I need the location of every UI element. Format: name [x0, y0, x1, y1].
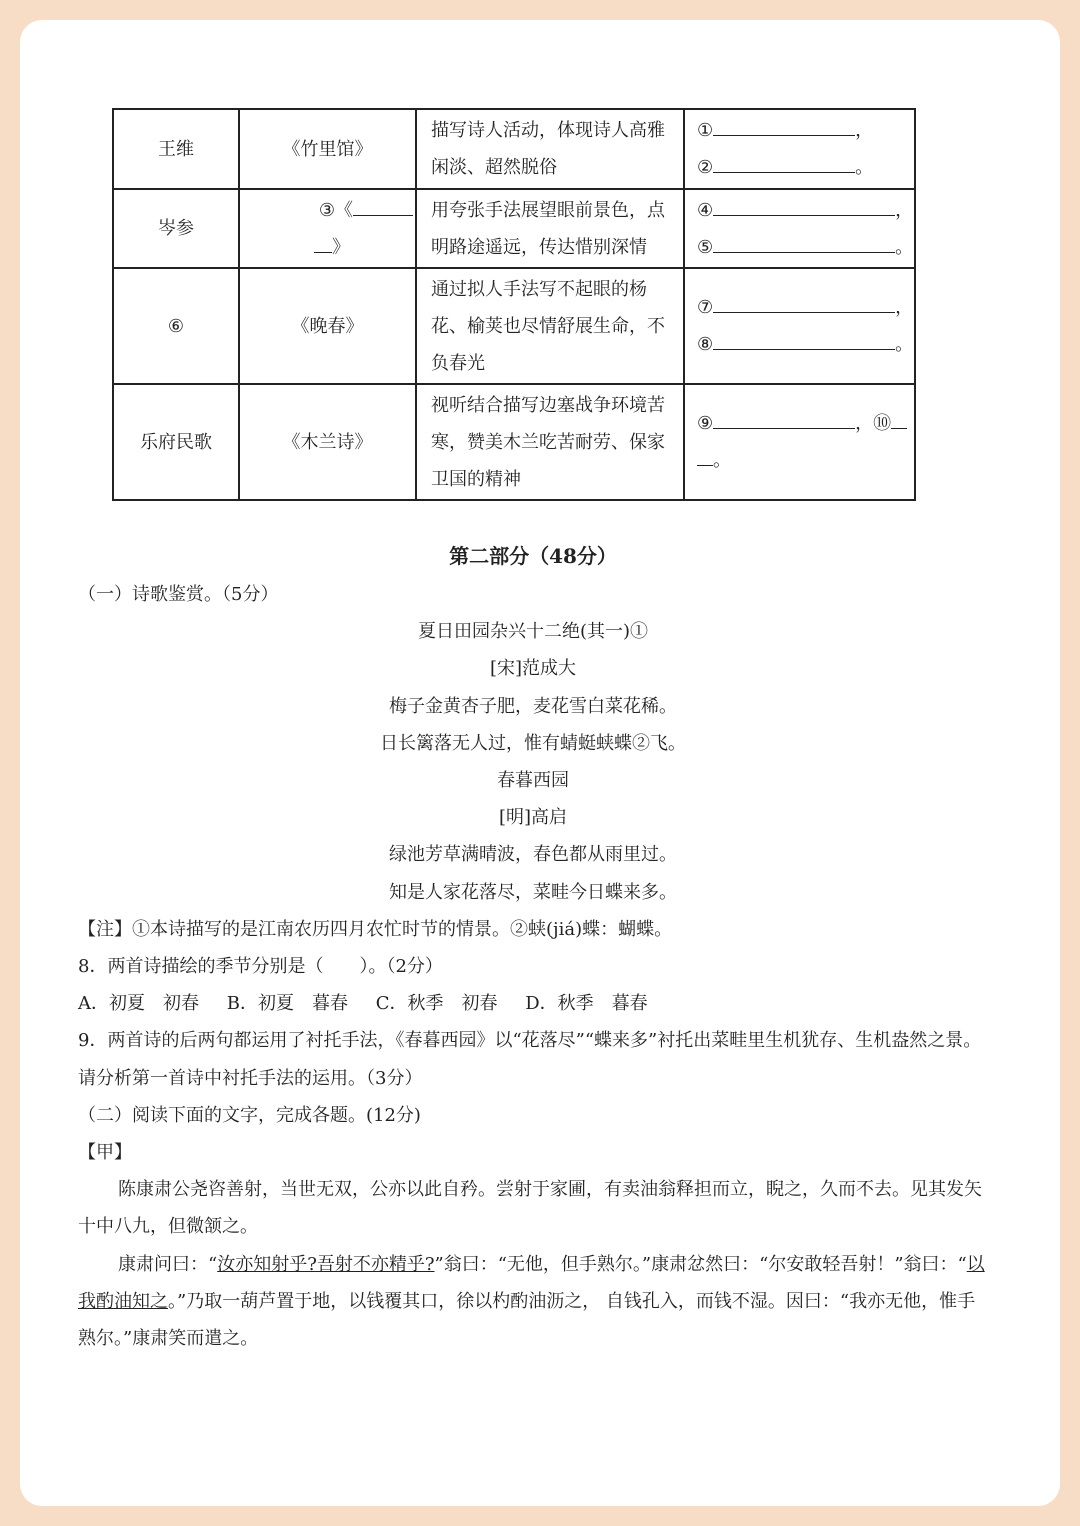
answer-blank[interactable]: [713, 329, 895, 350]
answer-blank[interactable]: [353, 195, 413, 216]
answer-blank[interactable]: [713, 115, 855, 136]
poem-line: 绿池芳草满晴波，春色都从雨里过。: [389, 844, 677, 866]
title-cell: 《晚春》: [239, 268, 416, 384]
passage-paragraph: 康肃问曰：“汝亦知射乎?吾射不亦精乎?”翁曰：“无他，但手熟尔。”康肃忿然曰：“尔安敢轻吾射！”翁曰：“以我酌油知之。”乃取一葫芦置于地，以钱覆其口，徐以杓酌油沥之， 自钱孔入，而钱不湿。因曰：“我亦无他，惟手熟尔。”康肃笑而遣之。: [78, 1253, 985, 1350]
question-9: 9．两首诗的后两句都运用了衬托手法，《春暮西园》以“花落尽”“蝶来多”衬托出菜畦里生机犹存、生机盎然之景。请分析第一首诗中衬托手法的运用。（3分）: [78, 1030, 982, 1089]
note: 【注】①本诗描写的是江南农历四月农忙时节的情景。②蛱(jiá)蝶：蝴蝶。: [78, 918, 673, 940]
option-b[interactable]: B．初夏 暮春: [226, 993, 348, 1015]
poem-line: 梅子金黄杏子肥，麦花雪白菜花稀。: [389, 695, 677, 717]
table-row: [113, 268, 915, 384]
poem-author: [宋]范成大: [489, 658, 577, 680]
passage-label: 【甲】: [78, 1142, 132, 1164]
part-two: [78, 536, 988, 1357]
underlined-sentence: 以我酌油知之: [78, 1253, 985, 1312]
question-8: 8．两首诗描绘的季节分别是（ ）。（2分）: [78, 956, 443, 978]
section-heading: （二）阅读下面的文字，完成各题。(12分): [78, 1104, 421, 1126]
answer-blank[interactable]: [713, 195, 895, 216]
answer-blank[interactable]: [713, 292, 895, 313]
desc-cell: 描写诗人活动，体现诗人高雅闲淡、超然脱俗: [416, 109, 684, 189]
answer-cell: ⑦ ， ⑧ 。: [684, 268, 915, 384]
poem-title: 夏日田园杂兴十二绝(其一)①: [417, 621, 649, 643]
title-cell: 《木兰诗》: [239, 384, 416, 500]
answer-cell: ④ ， ⑤ 。: [684, 189, 915, 268]
answer-cell: ⑨ ，⑩ 。: [684, 384, 915, 500]
desc-cell: 通过拟人手法写不起眼的杨花、榆荚也尽情舒展生命，不负春光: [416, 268, 684, 384]
author-cell: 乐府民歌: [113, 384, 239, 500]
answer-cell: ① ， ② 。: [684, 109, 915, 189]
answer-blank[interactable]: [314, 232, 332, 253]
poem-author: [明]高启: [498, 807, 568, 829]
table-row: [113, 109, 915, 189]
title-cell: ③《 》: [239, 189, 416, 268]
passage-paragraph: 陈康肃公尧咨善射，当世无双，公亦以此自矜。尝射于家圃，有卖油翁释担而立，睨之，久而不去。见其发矢十中八九，但微颔之。: [78, 1179, 982, 1238]
desc-cell: 用夸张手法展望眼前景色，点明路途遥远，传达惜别深情: [416, 189, 684, 268]
section-heading: （一）诗歌鉴赏。（5分）: [78, 584, 279, 605]
author-cell: 岑参: [113, 189, 239, 268]
answer-blank[interactable]: [713, 152, 855, 173]
answer-blank[interactable]: [891, 408, 907, 429]
option-d[interactable]: D．秋季 暮春: [525, 993, 648, 1015]
author-cell: 王维: [113, 109, 239, 189]
part-title: 第二部分（48分）: [449, 544, 617, 568]
option-c[interactable]: C．秋季 初春: [375, 993, 498, 1015]
answer-blank[interactable]: [713, 408, 855, 429]
table-row: [113, 189, 915, 268]
table-row: [113, 384, 915, 500]
answer-blank[interactable]: [697, 445, 713, 466]
question-8-options: [78, 985, 988, 1022]
desc-cell: 视听结合描写边塞战争环境苦寒，赞美木兰吃苦耐劳、保家卫国的精神: [416, 384, 684, 500]
author-cell: ⑥: [113, 268, 239, 384]
poem-line: 知是人家花落尽，菜畦今日蝶来多。: [389, 881, 677, 903]
title-cell: 《竹里馆》: [239, 109, 416, 189]
underlined-sentence: 汝亦知射乎?吾射不亦精乎?: [217, 1253, 435, 1275]
option-a[interactable]: A．初夏 初春: [78, 993, 199, 1015]
poetry-table: [112, 108, 916, 501]
poem-title: 春暮西园: [497, 770, 569, 792]
poem-line: 日长篱落无人过，惟有蜻蜓蛱蝶②飞。: [380, 732, 686, 754]
answer-blank[interactable]: [713, 232, 895, 253]
